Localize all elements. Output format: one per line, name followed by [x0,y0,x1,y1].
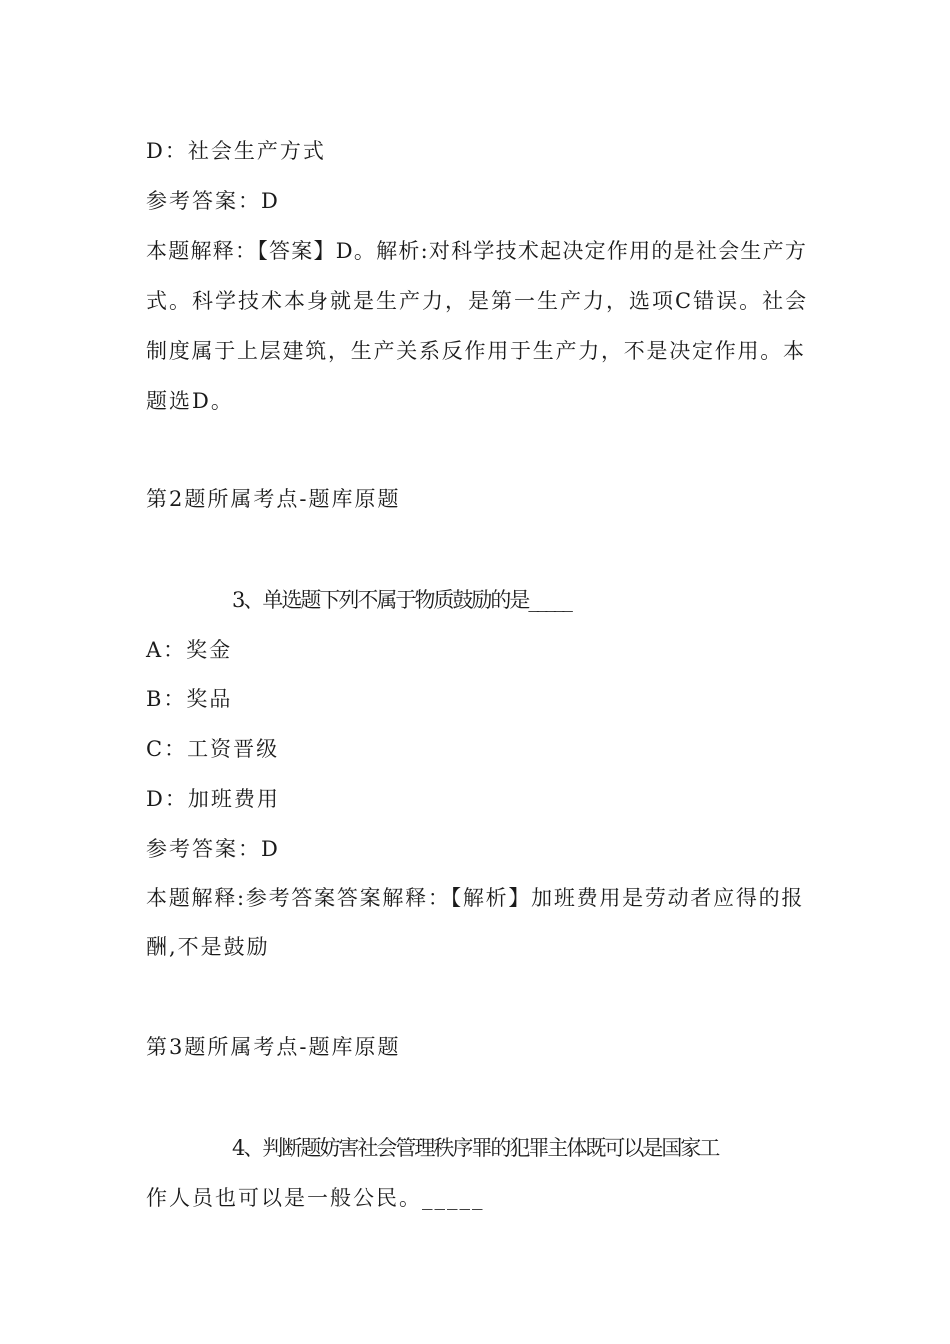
q2-option-d: D：社会生产方式 [146,139,326,163]
q2-explanation-line: 题选D。 [146,389,234,413]
q2-answer: 参考答案：D [146,189,280,213]
q4-stem-line: 4、判断题妨害社会管理秩序罪的犯罪主体既可以是国家工 [232,1136,719,1160]
q3-topic: 第3题所属考点-题库原题 [146,1035,401,1059]
q3-option-c: C：工资晋级 [146,737,280,761]
q3-explanation-line: 酬,不是鼓励 [146,935,270,959]
q2-explanation-line: 本题解释：【答案】D。解析:对科学技术起决定作用的是社会生产方 [146,239,808,263]
q3-option-b: B：奖品 [146,687,233,711]
q4-stem-line: 作人员也可以是一般公民。_____ [146,1186,485,1210]
q3-stem: 3、单选题下列不属于物质鼓励的是_____ [232,588,571,612]
q2-explanation-line: 制度属于上层建筑，生产关系反作用于生产力，不是决定作用。本 [146,339,806,363]
q3-explanation-line: 本题解释:参考答案答案解释：【解析】加班费用是劳动者应得的报 [146,886,805,910]
q3-answer: 参考答案：D [146,837,280,861]
q2-topic: 第2题所属考点-题库原题 [146,487,401,511]
q2-explanation-line: 式。科学技术本身就是生产力，是第一生产力，选项C错误。社会 [146,289,809,313]
q3-option-d: D：加班费用 [146,787,280,811]
q3-option-a: A：奖金 [146,638,233,662]
